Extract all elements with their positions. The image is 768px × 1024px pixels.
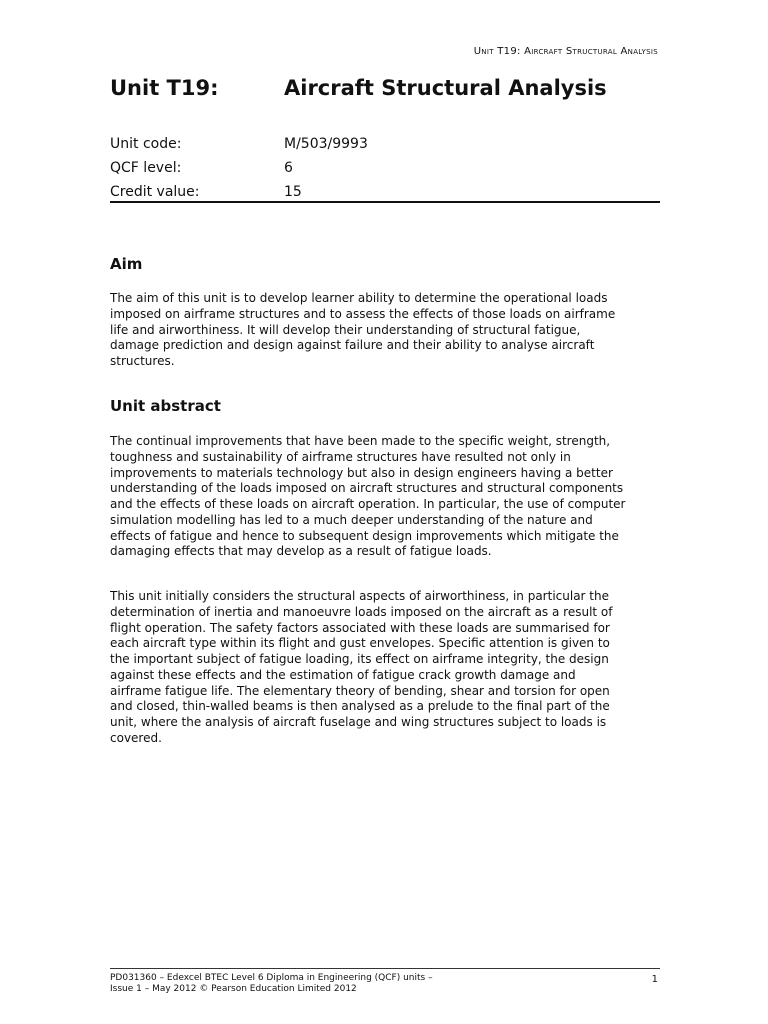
page-number: 1 [651,974,658,985]
running-header: Unit T19: Aircraft Structural Analysis [473,46,658,57]
footer-divider [110,968,660,969]
aim-heading: Aim [110,255,143,273]
unit-meta-table [110,132,660,204]
meta-label: Unit code: [110,136,182,152]
unit-number: Unit T19: [110,76,219,100]
meta-value: M/503/9993 [284,136,368,152]
abstract-heading: Unit abstract [110,397,221,415]
meta-row-unit-code [110,132,660,156]
meta-row-qcf-level [110,156,660,180]
footer-line-1: PD031360 – Edexcel BTEC Level 6 Diploma in Engineering (QCF) units – [110,973,433,983]
meta-value: 15 [284,184,302,200]
meta-label: Credit value: [110,184,200,200]
abstract-paragraph-2: This unit initially considers the structural aspects of airworthiness, in particular the determination of inertia and manoeuvre loads imposed on the aircraft as a result of flight operation. The safety factors associated with these loads are summarised for each aircraft type within its flight and gust envelopes. Specific attention is given to the important subject of fatigue loading, its effect on airframe integrity, the design against these effects and the estimation of fatigue crack growth damage and airframe fatigue life. The elementary theory of bending, shear and torsion for open and closed, thin-walled beams is then analysed as a prelude to the final part of the unit, where the analysis of aircraft fuselage and wing structures subject to loads is covered. [110,589,613,745]
footer-line-2: Issue 1 – May 2012 © Pearson Education Limited 2012 [110,984,357,994]
meta-divider [110,201,660,203]
aim-paragraph: The aim of this unit is to develop learner ability to determine the operational loads imposed on airframe structures and to assess the effects of those loads on airframe life and airworthiness. It will develop their understanding of structural fatigue, damage prediction and design against failure and their ability to analyse aircraft structures. [110,291,616,368]
unit-name: Aircraft Structural Analysis [284,76,607,100]
footer-text [110,973,530,995]
meta-value: 6 [284,160,293,176]
meta-label: QCF level: [110,160,182,176]
abstract-paragraph-1: The continual improvements that have been made to the specific weight, strength, toughness and sustainability of airframe structures have resulted not only in improvements to materials technology but also in design engineers having a better understanding of the loads imposed on aircraft structures and structural components and the effects of these loads on aircraft operation. In particular, the use of computer simulation modelling has led to a much deeper understanding of the nature and effects of fatigue and hence to subsequent design improvements which mitigate the damaging effects that may develop as a result of fatigue loads. [110,434,626,559]
